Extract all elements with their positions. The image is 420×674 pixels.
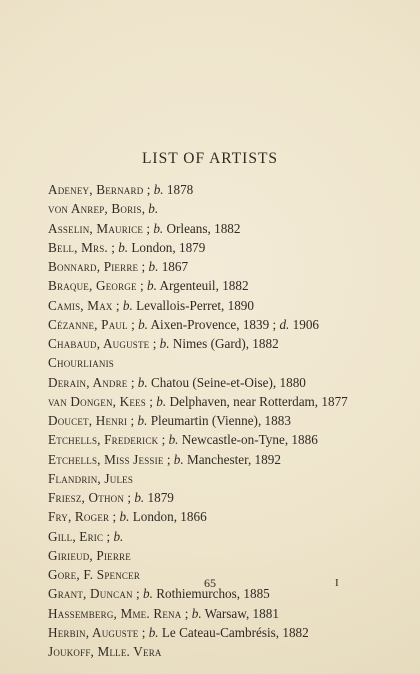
list-item: Cézanne, Paul ; b. Aixen-Provence, 1839 ; d. 1906	[48, 316, 320, 332]
artist-name: Cézanne, Paul	[48, 316, 128, 332]
artist-name: Grant, Duncan	[48, 586, 133, 602]
list-item: Friesz, Othon ; b. 1879	[48, 490, 174, 505]
list-item: Chabaud, Auguste ; b. Nimes (Gard), 1882	[48, 336, 279, 351]
signature-mark: I	[335, 577, 339, 589]
artist-name: Joukoff, Mlle. Vera	[48, 644, 162, 659]
list-item: Etchells, Frederick ; b. Newcastle-on-Tyne, 1886	[48, 432, 318, 448]
artist-name: Gill, Eric	[48, 528, 104, 544]
list-item	[48, 546, 408, 565]
list-item: Hassemberg, Mme. Rena ; b. Warsaw, 1881	[48, 605, 279, 621]
artist-name: Asselin, Maurice	[48, 220, 144, 236]
list-item: Fry, Roger ; b. London, 1866	[48, 509, 207, 525]
list-item: Herbin, Auguste ; b. Le Cateau-Cambrésis, 1882	[48, 624, 309, 640]
artist-name: Herbin, Auguste	[48, 624, 139, 640]
artist-name: Braque, George	[48, 278, 137, 294]
list-item: Bell, Mrs. ; b. London, 1879	[48, 239, 206, 255]
artist-name: Adeney, Bernard	[48, 182, 144, 197]
artist-name: Chourlianis	[48, 355, 114, 371]
artist-name: Bell, Mrs.	[48, 239, 108, 255]
list-item: Asselin, Maurice ; b. Orleans, 1882	[48, 220, 241, 236]
artist-name: Derain, Andre	[48, 374, 128, 390]
page-title: LIST OF ARTISTS	[141, 150, 279, 167]
artist-name: Chabaud, Auguste	[48, 336, 150, 351]
list-item: Camis, Max ; b. Levallois-Perret, 1890	[48, 297, 254, 313]
list-item: Adeney, Bernard ; b. 1878	[48, 182, 194, 197]
list-item: Etchells, Miss Jessie ; b. Manchester, 1892	[48, 451, 281, 467]
list-item: Doucet, Henri ; b. Pleumartin (Vienne), 1883	[48, 413, 291, 428]
artist-name: Friesz, Othon	[48, 490, 125, 505]
artist-name: Doucet, Henri	[48, 413, 128, 428]
artist-name: van Dongen, Kees	[48, 393, 146, 409]
artist-name: Girieud, Pierre	[48, 547, 131, 563]
list-item: von Anrep, Boris, b.	[48, 201, 159, 217]
artist-name: von Anrep, Boris	[48, 201, 142, 217]
artist-name: Flandrin, Jules	[48, 470, 134, 486]
list-item: Gill, Eric ; b.	[48, 528, 124, 544]
artist-name: Bonnard, Pierre	[48, 259, 139, 274]
artist-name: Hassemberg, Mme. Rena	[48, 605, 182, 621]
list-item	[48, 469, 408, 488]
artist-name: Gore, F. Spencer	[48, 567, 141, 582]
list-item: Grant, Duncan ; b. Rothiemurchos, 1885	[48, 586, 270, 602]
page-number: 65	[204, 576, 216, 590]
list-item: Derain, Andre ; b. Chatou (Seine-et-Oise), 1880	[48, 374, 306, 390]
list-item: Bonnard, Pierre ; b. 1867	[48, 259, 189, 274]
artist-name: Etchells, Frederick	[48, 432, 159, 448]
artist-name: Camis, Max	[48, 297, 113, 313]
list-item: Braque, George ; b. Argenteuil, 1882	[48, 278, 249, 294]
list-item	[48, 353, 408, 372]
artist-name: Fry, Roger	[48, 509, 110, 525]
list-item	[48, 642, 408, 661]
artist-name: Etchells, Miss Jessie	[48, 451, 164, 467]
list-item: van Dongen, Kees ; b. Delphaven, near Rotterdam, 1877	[48, 393, 348, 409]
